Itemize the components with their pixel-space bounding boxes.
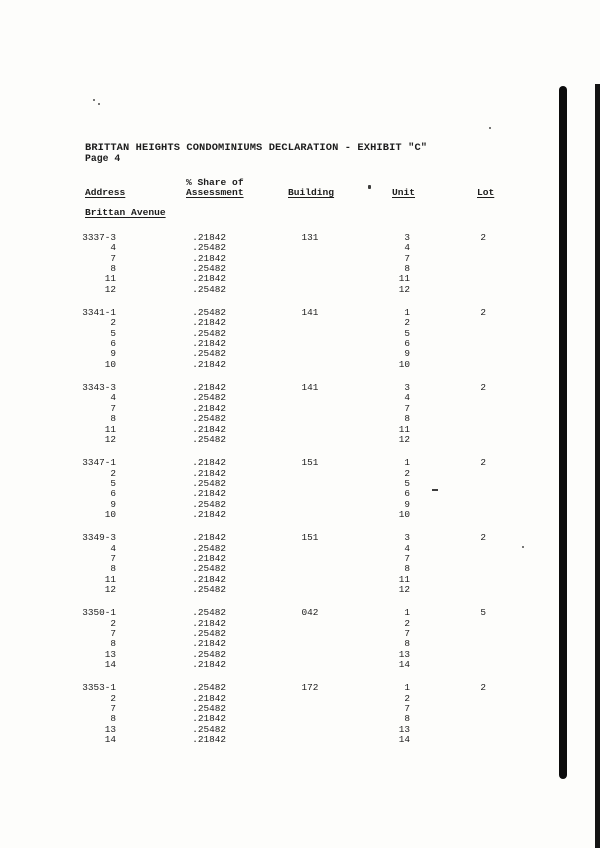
lot-cell <box>410 704 492 714</box>
lot-cell <box>410 274 492 284</box>
building-cell <box>228 660 392 670</box>
table-row <box>78 629 492 639</box>
address-group <box>78 233 492 295</box>
address-group <box>78 458 492 520</box>
table-row <box>78 608 492 618</box>
share-cell: .25482 <box>192 498 226 510</box>
table-row <box>78 619 492 629</box>
building-cell <box>228 254 392 264</box>
table-row <box>78 458 492 468</box>
table-row <box>78 264 492 274</box>
share-cell: .21842 <box>192 659 226 671</box>
address-cell: 3347-1 <box>82 457 116 469</box>
table-row <box>78 254 492 264</box>
building-cell <box>228 619 392 629</box>
share-cell: .21842 <box>192 273 226 285</box>
address-group <box>78 533 492 595</box>
share-cell: .21842 <box>192 508 226 520</box>
share-cell: .21842 <box>192 638 226 650</box>
lot-cell <box>410 425 492 435</box>
unit-cell: 1 <box>404 457 410 469</box>
share-cell: .21842 <box>192 457 226 469</box>
share-cell: .25482 <box>192 723 226 735</box>
lot-cell: 2 <box>480 232 486 243</box>
unit-cell: 8 <box>404 563 410 575</box>
table-row <box>78 339 492 349</box>
unit-cell: 11 <box>398 423 410 435</box>
share-cell: .21842 <box>192 423 226 435</box>
table-row <box>78 308 492 318</box>
unit-cell: 9 <box>404 348 410 360</box>
building-cell: 141 <box>301 382 319 394</box>
share-cell: .25482 <box>192 563 226 575</box>
unit-cell: 12 <box>398 283 410 295</box>
lot-cell <box>410 254 492 264</box>
unit-cell: 5 <box>404 327 410 339</box>
share-cell: .25482 <box>192 542 226 554</box>
unit-cell: 7 <box>404 252 410 264</box>
lot-cell <box>410 339 492 349</box>
share-cell: .21842 <box>192 467 226 479</box>
table-row <box>78 233 492 243</box>
building-cell <box>228 735 392 745</box>
share-cell: .21842 <box>192 252 226 264</box>
unit-cell: 8 <box>404 263 410 275</box>
address-cell: 4 <box>110 242 116 254</box>
scan-speck <box>98 103 100 105</box>
address-cell: 5 <box>110 327 116 339</box>
share-cell: .21842 <box>192 232 226 243</box>
building-cell <box>228 714 392 724</box>
table-row <box>78 575 492 585</box>
address-cell: 14 <box>104 734 116 746</box>
share-cell: .25482 <box>192 628 226 639</box>
building-cell: 131 <box>301 232 319 243</box>
unit-cell: 4 <box>404 542 410 554</box>
unit-cell: 14 <box>398 659 410 671</box>
unit-cell: 13 <box>398 648 410 660</box>
building-cell: 141 <box>301 307 319 319</box>
building-cell <box>228 650 392 660</box>
share-cell: .21842 <box>192 402 226 414</box>
building-cell <box>228 694 392 704</box>
building-cell <box>228 349 392 359</box>
building-cell <box>228 489 392 499</box>
unit-cell: 2 <box>404 467 410 479</box>
lot-cell: 5 <box>480 607 486 619</box>
scan-speck <box>522 546 524 548</box>
table-row <box>78 285 492 295</box>
building-cell <box>228 479 392 489</box>
table-row <box>78 414 492 424</box>
building-cell: 172 <box>301 682 319 694</box>
share-cell: .21842 <box>192 382 226 394</box>
share-cell: .25482 <box>192 648 226 660</box>
lot-cell <box>410 714 492 724</box>
unit-cell: 3 <box>404 232 410 243</box>
share-cell: .25482 <box>192 283 226 295</box>
document-title: BRITTAN HEIGHTS CONDOMINIUMS DECLARATION - EXHIBIT "C" <box>85 142 428 154</box>
unit-cell: 8 <box>404 413 410 425</box>
table-row <box>78 510 492 520</box>
lot-cell <box>410 414 492 424</box>
building-cell <box>228 243 392 253</box>
building-cell <box>228 544 392 554</box>
address-cell: 9 <box>110 498 116 510</box>
lot-cell <box>410 510 492 520</box>
unit-cell: 13 <box>398 723 410 735</box>
lot-cell <box>410 318 492 328</box>
column-header-address: Address <box>85 187 126 198</box>
table-row <box>78 489 492 499</box>
table-row <box>78 318 492 328</box>
building-cell <box>228 393 392 403</box>
column-header-share-line2: Assessment <box>186 187 244 198</box>
unit-cell: 6 <box>404 338 410 350</box>
unit-cell: 3 <box>404 382 410 394</box>
address-cell: 14 <box>104 659 116 671</box>
lot-cell <box>410 629 492 639</box>
share-cell: .21842 <box>192 338 226 350</box>
table-row <box>78 585 492 595</box>
address-cell: 7 <box>110 703 116 715</box>
share-cell: .21842 <box>192 692 226 704</box>
lot-cell <box>410 479 492 489</box>
lot-cell <box>410 329 492 339</box>
share-cell: .21842 <box>192 532 226 544</box>
table-row <box>78 704 492 714</box>
scan-speck <box>93 99 95 101</box>
building-cell <box>228 554 392 564</box>
building-cell <box>228 585 392 595</box>
building-cell <box>228 629 392 639</box>
scan-artifact-edge <box>595 84 600 848</box>
address-group <box>78 308 492 370</box>
building-cell: 151 <box>301 532 319 544</box>
share-cell: .21842 <box>192 358 226 370</box>
building-cell <box>228 639 392 649</box>
lot-cell <box>410 575 492 585</box>
table-row <box>78 360 492 370</box>
unit-cell: 10 <box>398 508 410 520</box>
lot-cell <box>410 660 492 670</box>
building-cell <box>228 404 392 414</box>
table-row <box>78 469 492 479</box>
address-cell: 12 <box>104 583 116 595</box>
table-row <box>78 243 492 253</box>
share-cell: .25482 <box>192 327 226 339</box>
address-cell: 12 <box>104 283 116 295</box>
building-cell <box>228 425 392 435</box>
lot-cell <box>410 264 492 274</box>
table-row <box>78 533 492 543</box>
address-cell: 2 <box>110 317 116 329</box>
page-number: Page 4 <box>85 153 121 164</box>
unit-cell: 5 <box>404 477 410 489</box>
table-row <box>78 714 492 724</box>
unit-cell: 2 <box>404 617 410 629</box>
lot-cell: 2 <box>480 532 486 544</box>
unit-cell: 7 <box>404 552 410 564</box>
unit-cell: 3 <box>404 532 410 544</box>
building-cell <box>228 360 392 370</box>
address-group <box>78 683 492 745</box>
building-cell: 042 <box>301 607 319 619</box>
building-cell <box>228 339 392 349</box>
unit-cell: 4 <box>404 242 410 254</box>
table-row <box>78 554 492 564</box>
table-row <box>78 544 492 554</box>
building-cell <box>228 510 392 520</box>
address-cell: 8 <box>110 563 116 575</box>
building-cell <box>228 704 392 714</box>
lot-cell <box>410 404 492 414</box>
building-cell <box>228 725 392 735</box>
address-cell: 10 <box>104 508 116 520</box>
building-cell <box>228 500 392 510</box>
building-cell <box>228 329 392 339</box>
lot-cell <box>410 489 492 499</box>
lot-cell <box>410 554 492 564</box>
scan-mark <box>432 489 438 491</box>
lot-cell <box>410 393 492 403</box>
lot-cell <box>410 243 492 253</box>
lot-cell <box>410 435 492 445</box>
address-cell: 6 <box>110 488 116 500</box>
share-cell: .21842 <box>192 552 226 564</box>
share-cell: .25482 <box>192 703 226 715</box>
address-cell: 13 <box>104 723 116 735</box>
table-row <box>78 383 492 393</box>
unit-cell: 9 <box>404 498 410 510</box>
share-cell: .21842 <box>192 488 226 500</box>
building-cell <box>228 564 392 574</box>
unit-cell: 7 <box>404 703 410 715</box>
unit-cell: 8 <box>404 713 410 725</box>
unit-cell: 11 <box>398 273 410 285</box>
lot-cell <box>410 500 492 510</box>
address-cell: 13 <box>104 648 116 660</box>
building-cell <box>228 435 392 445</box>
lot-cell: 2 <box>480 682 486 694</box>
scan-mark <box>368 185 371 189</box>
address-group <box>78 383 492 445</box>
lot-cell <box>410 639 492 649</box>
address-cell: 9 <box>110 348 116 360</box>
address-cell: 3349-3 <box>82 532 116 544</box>
table-row <box>78 329 492 339</box>
lot-cell <box>410 544 492 554</box>
lot-cell <box>410 725 492 735</box>
table-row <box>78 274 492 284</box>
address-cell: 8 <box>110 638 116 650</box>
lot-cell <box>410 349 492 359</box>
address-cell: 2 <box>110 692 116 704</box>
lot-cell <box>410 694 492 704</box>
building-cell <box>228 318 392 328</box>
address-cell: 11 <box>104 573 116 585</box>
address-cell: 3353-1 <box>82 682 116 694</box>
share-cell: .25482 <box>192 348 226 360</box>
address-cell: 8 <box>110 413 116 425</box>
address-cell: 7 <box>110 628 116 639</box>
unit-cell: 10 <box>398 358 410 370</box>
unit-cell: 11 <box>398 573 410 585</box>
address-cell: 3337-3 <box>82 232 116 243</box>
lot-cell: 2 <box>480 307 486 319</box>
column-header-lot: Lot <box>477 187 495 198</box>
unit-cell: 12 <box>398 433 410 445</box>
unit-cell: 4 <box>404 392 410 404</box>
table-row <box>78 650 492 660</box>
column-header-unit: Unit <box>392 187 416 198</box>
address-cell: 6 <box>110 338 116 350</box>
building-cell <box>228 414 392 424</box>
table-row <box>78 435 492 445</box>
building-cell <box>228 285 392 295</box>
address-cell: 7 <box>110 402 116 414</box>
unit-cell: 1 <box>404 682 410 694</box>
address-cell: 2 <box>110 617 116 629</box>
table-row <box>78 683 492 693</box>
table-row <box>78 404 492 414</box>
column-header-building: Building <box>288 187 335 198</box>
building-cell <box>228 575 392 585</box>
share-cell: .25482 <box>192 263 226 275</box>
address-cell: 10 <box>104 358 116 370</box>
table-row <box>78 349 492 359</box>
share-cell: .25482 <box>192 413 226 425</box>
lot-cell <box>410 619 492 629</box>
share-cell: .21842 <box>192 617 226 629</box>
unit-cell: 7 <box>404 402 410 414</box>
lot-cell <box>410 585 492 595</box>
share-cell: .21842 <box>192 713 226 725</box>
lot-cell <box>410 650 492 660</box>
address-cell: 4 <box>110 392 116 404</box>
lot-cell: 2 <box>480 457 486 469</box>
section-heading: Brittan Avenue <box>85 207 166 218</box>
share-cell: .25482 <box>192 433 226 445</box>
share-cell: .25482 <box>192 477 226 489</box>
assessment-table <box>78 229 492 758</box>
building-cell <box>228 264 392 274</box>
table-row <box>78 660 492 670</box>
building-cell <box>228 274 392 284</box>
address-group <box>78 608 492 670</box>
share-cell: .21842 <box>192 317 226 329</box>
table-row <box>78 479 492 489</box>
building-cell <box>228 469 392 479</box>
address-cell: 7 <box>110 552 116 564</box>
unit-cell: 7 <box>404 628 410 639</box>
address-cell: 8 <box>110 263 116 275</box>
lot-cell <box>410 735 492 745</box>
lot-cell <box>410 360 492 370</box>
lot-cell <box>410 285 492 295</box>
address-cell: 3343-3 <box>82 382 116 394</box>
table-row <box>78 735 492 745</box>
share-cell: .25482 <box>192 392 226 404</box>
unit-cell: 8 <box>404 638 410 650</box>
column-header-share-line1: % Share of <box>186 177 244 188</box>
address-cell: 5 <box>110 477 116 489</box>
lot-cell: 2 <box>480 382 486 394</box>
share-cell: .25482 <box>192 583 226 595</box>
table-row <box>78 639 492 649</box>
address-cell: 2 <box>110 467 116 479</box>
address-cell: 11 <box>104 423 116 435</box>
address-cell: 3341-1 <box>82 307 116 319</box>
address-cell: 12 <box>104 433 116 445</box>
unit-cell: 14 <box>398 734 410 746</box>
unit-cell: 2 <box>404 317 410 329</box>
address-cell: 3350-1 <box>82 607 116 619</box>
address-cell: 11 <box>104 273 116 285</box>
table-row <box>78 694 492 704</box>
share-cell: .21842 <box>192 734 226 746</box>
address-cell: 4 <box>110 542 116 554</box>
unit-cell: 1 <box>404 607 410 619</box>
table-row <box>78 500 492 510</box>
address-cell: 7 <box>110 252 116 264</box>
lot-cell <box>410 564 492 574</box>
share-cell: .25482 <box>192 607 226 619</box>
share-cell: .25482 <box>192 307 226 319</box>
share-cell: .21842 <box>192 573 226 585</box>
building-cell: 151 <box>301 457 319 469</box>
table-row <box>78 564 492 574</box>
scan-artifact-bar <box>559 86 567 779</box>
table-row <box>78 425 492 435</box>
share-cell: .25482 <box>192 682 226 694</box>
unit-cell: 6 <box>404 488 410 500</box>
unit-cell: 2 <box>404 692 410 704</box>
unit-cell: 1 <box>404 307 410 319</box>
address-cell: 8 <box>110 713 116 725</box>
share-cell: .25482 <box>192 242 226 254</box>
lot-cell <box>410 469 492 479</box>
scan-speck <box>489 127 491 129</box>
table-row <box>78 725 492 735</box>
table-row <box>78 393 492 403</box>
unit-cell: 12 <box>398 583 410 595</box>
